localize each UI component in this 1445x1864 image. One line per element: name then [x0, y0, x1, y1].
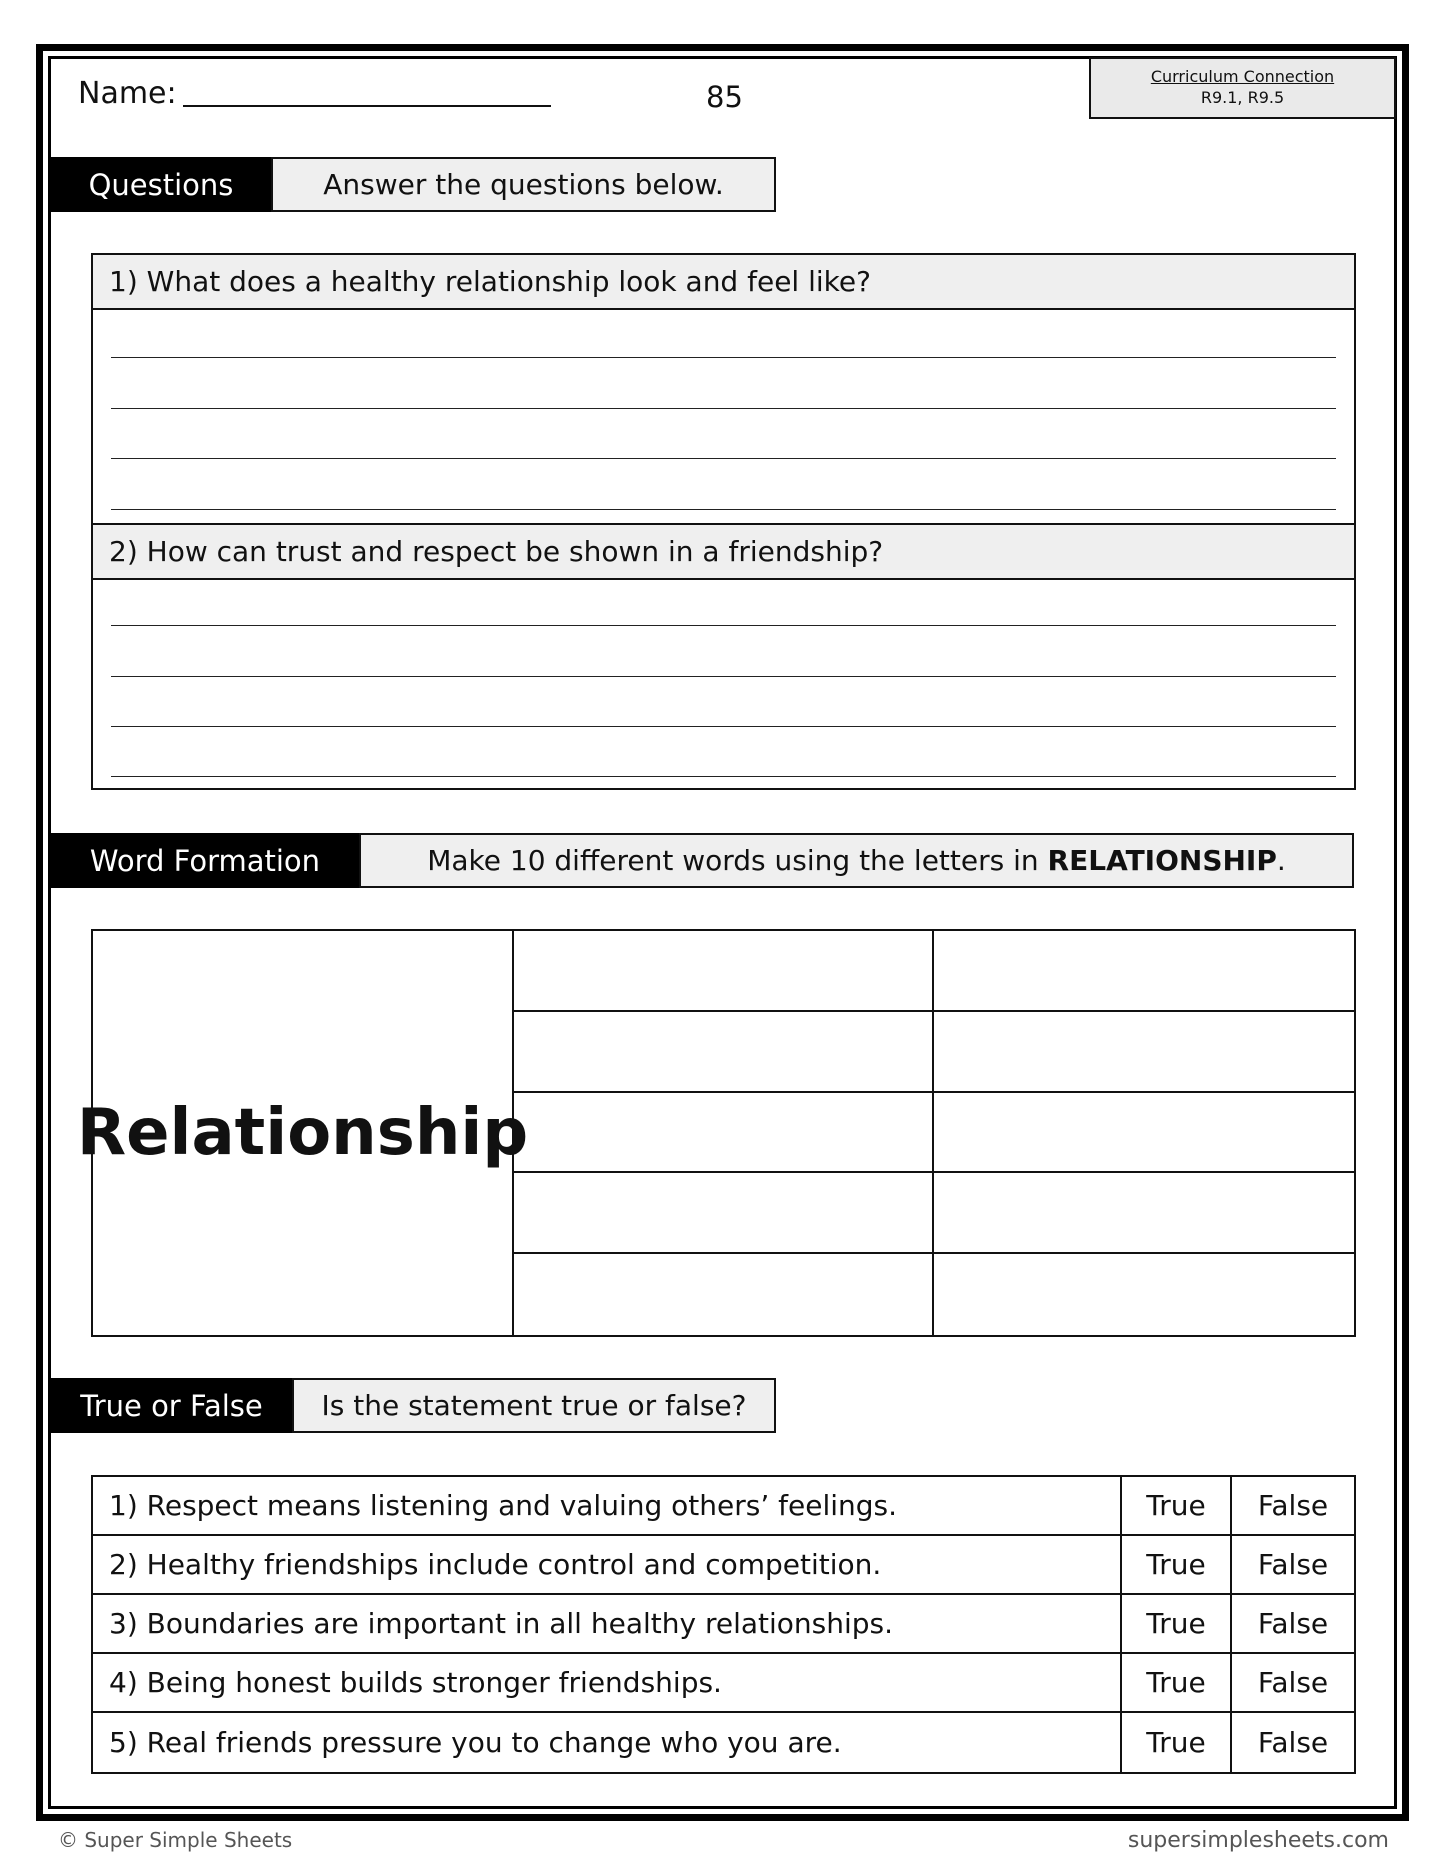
instruction-prefix: Make 10 different words using the letters in	[427, 844, 1048, 877]
false-option[interactable]: False	[1257, 1548, 1329, 1581]
word-answer-cell[interactable]	[934, 1254, 1354, 1335]
instruction-word: RELATIONSHIP	[1047, 844, 1277, 877]
true-option[interactable]: True	[1122, 1654, 1232, 1711]
question-2-prompt: 2) How can trust and respect be shown in a friendship?	[93, 523, 1354, 580]
instruction-suffix: .	[1276, 844, 1286, 877]
statement-text: 1) Respect means listening and valuing others’ feelings.	[93, 1477, 1122, 1534]
question-1-prompt: 1) What does a healthy relationship look and feel like?	[93, 255, 1354, 310]
curriculum-title: Curriculum Connection	[1150, 67, 1335, 86]
answer-line[interactable]	[111, 408, 1336, 409]
true-false-table	[91, 1475, 1356, 1774]
word-answer-grid	[514, 931, 1354, 1335]
word-answer-cell[interactable]	[934, 931, 1354, 1012]
table-row	[93, 1477, 1354, 1536]
true-false-instruction: Is the statement true or false?	[292, 1378, 776, 1433]
curriculum-codes: R9.1, R9.5	[1200, 88, 1285, 107]
answer-line[interactable]	[111, 776, 1336, 777]
table-row	[93, 1713, 1354, 1772]
word-answer-cell[interactable]	[934, 1012, 1354, 1093]
questions-box	[91, 253, 1356, 790]
table-row	[93, 1536, 1354, 1595]
true-false-section-tab: True or False	[51, 1378, 292, 1433]
word-answer-cell[interactable]	[514, 1093, 934, 1174]
false-option[interactable]: False	[1257, 1666, 1329, 1699]
true-option[interactable]: True	[1122, 1595, 1232, 1652]
statement-text: 3) Boundaries are important in all healthy relationships.	[93, 1595, 1122, 1652]
source-word: Relationship	[93, 931, 514, 1335]
word-answer-cell[interactable]	[514, 1012, 934, 1093]
name-blank-line[interactable]	[183, 77, 551, 107]
answer-line[interactable]	[111, 676, 1336, 677]
word-answer-cell[interactable]	[514, 1173, 934, 1254]
curriculum-connection-box	[1089, 57, 1396, 119]
false-option[interactable]: False	[1257, 1489, 1329, 1522]
word-formation-instruction	[359, 833, 1354, 888]
table-row	[93, 1654, 1354, 1713]
word-answer-cell[interactable]	[934, 1093, 1354, 1174]
word-answer-cell[interactable]	[934, 1173, 1354, 1254]
page-number: 85	[706, 80, 743, 114]
statement-text: 4) Being honest builds stronger friendships.	[93, 1654, 1122, 1711]
statement-text: 2) Healthy friendships include control and competition.	[93, 1536, 1122, 1593]
true-option[interactable]: True	[1122, 1536, 1232, 1593]
questions-instruction: Answer the questions below.	[271, 157, 776, 212]
table-row	[93, 1595, 1354, 1654]
name-field	[78, 76, 551, 111]
footer-website[interactable]: supersimplesheets.com	[1127, 1828, 1389, 1853]
false-option[interactable]: False	[1257, 1726, 1329, 1759]
false-option[interactable]: False	[1257, 1607, 1329, 1640]
answer-line[interactable]	[111, 625, 1336, 626]
answer-line[interactable]	[111, 458, 1336, 459]
true-option[interactable]: True	[1122, 1713, 1232, 1772]
name-label: Name:	[78, 76, 177, 111]
true-option[interactable]: True	[1122, 1477, 1232, 1534]
questions-section-tab: Questions	[51, 157, 271, 212]
answer-line[interactable]	[111, 509, 1336, 510]
word-answer-cell[interactable]	[514, 931, 934, 1012]
word-answer-cell[interactable]	[514, 1254, 934, 1335]
statement-text: 5) Real friends pressure you to change who you are.	[93, 1713, 1122, 1772]
answer-line[interactable]	[111, 357, 1336, 358]
word-formation-box	[76, 929, 1356, 1337]
word-formation-section-tab: Word Formation	[51, 833, 359, 888]
answer-line[interactable]	[111, 726, 1336, 727]
footer-copyright: © Super Simple Sheets	[58, 1828, 293, 1852]
